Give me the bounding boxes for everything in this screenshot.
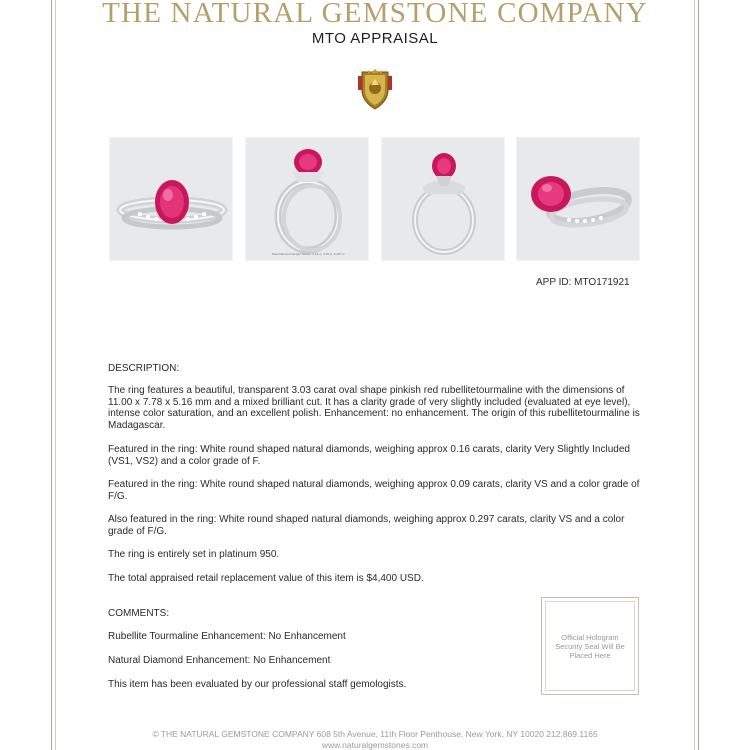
description-paragraph-4: Also featured in the ring: White round shaped natural diamonds, weighing approx 0.297 carats, clarity VS and a color grade of F/G. [108, 514, 625, 537]
hologram-seal-placeholder [541, 597, 639, 695]
comment-line-3: This item has been evaluated by our professional staff gemologists. [108, 679, 407, 690]
description-paragraph-5: The ring is entirely set in platinum 950. [108, 549, 280, 560]
photo-caption: Total Diamond Weight Shown: 0.16 ct, 0.09 ct, 0.297 ct [271, 252, 345, 256]
ring-photo-3 [381, 137, 505, 261]
footer-address: © THE NATURAL GEMSTONE COMPANY 608 5th Avenue, 11th Floor Penthouse, New York, NY 10020 212.869.1165 [152, 729, 598, 739]
description-paragraph-3: Featured in the ring: White round shaped natural diamonds, weighing approx 0.09 carats, clarity VS and a color grade of F/G. [108, 479, 640, 502]
ring-photo-1 [109, 137, 233, 261]
comment-line-2: Natural Diamond Enhancement: No Enhancement [108, 655, 331, 666]
footer-website: www.naturalgemstones.com [321, 740, 429, 750]
appraisal-id: APP ID: MTO171921 [536, 277, 630, 288]
ring-photo-2 [245, 137, 369, 261]
appraised-value: The total appraised retail replacement value of this item is $4,400 USD. [108, 573, 424, 584]
description-paragraph-1: The ring features a beautiful, transparent 3.03 carat oval shape pinkish red rubellitetourmaline with the dimensions of 11.00 x 7.78 x 5.16 mm and a mixed brilliant cut. It has a clarity grade of very slightly included (evaluated at eye level), intense color saturation, and an excellent polish. Enhancement: no enhancement. The origin of this rubellitetourmaline is Madagascar. [108, 385, 640, 431]
description-heading: DESCRIPTION: [108, 363, 180, 374]
comments-heading: COMMENTS: [108, 608, 170, 619]
seal-text: Official Hologram Security Seal Will Be Placed Here [545, 601, 635, 691]
description-paragraph-2: Featured in the ring: White round shaped natural diamonds, weighing approx 0.16 carats, clarity Very Slightly Included (VS1, VS2) and a color grade of F. [108, 444, 630, 467]
company-crest-icon [356, 68, 394, 110]
comment-line-1: Rubellite Tourmaline Enhancement: No Enhancement [108, 631, 346, 642]
company-name: THE NATURAL GEMSTONE COMPANY [102, 0, 648, 29]
document-title: MTO APPRAISAL [311, 30, 439, 47]
ring-photo-4 [516, 137, 640, 261]
